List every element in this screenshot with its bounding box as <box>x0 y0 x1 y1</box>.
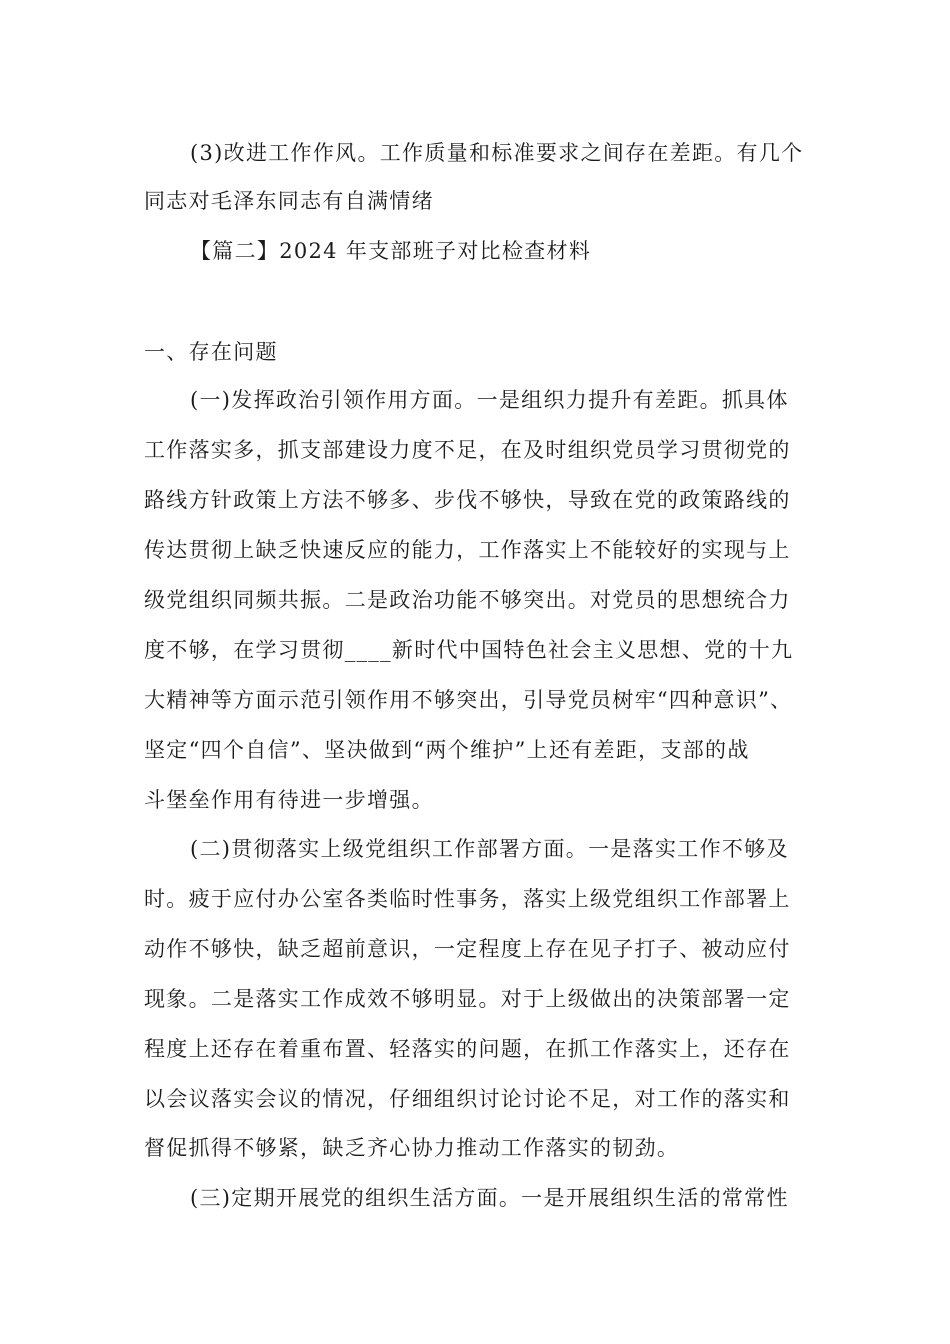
paragraph-line: 督促抓得不够紧，缺乏齐心协力推动工作落实的韧劲。 <box>144 1136 680 1160</box>
paragraph-line: (3)改进工作作风。工作质量和标准要求之间存在差距。有几个 <box>190 141 804 165</box>
paragraph-line: (三)定期开展党的组织生活方面。一是开展组织生活的常常性 <box>190 1186 789 1210</box>
paragraph-line: 度不够，在学习贯彻____新时代中国特色社会主义思想、党的十九 <box>144 638 794 662</box>
paragraph-line: 大精神等方面示范引领作用不够突出，引导党员树牢“四种意识”、 <box>144 688 793 712</box>
paragraph-line: 时。疲于应付办公室各类临时性事务，落实上级党组织工作部署上 <box>144 887 791 911</box>
section-title: 一、存在问题 <box>144 340 278 364</box>
paragraph-line: 同志对毛泽东同志有自满情绪 <box>144 189 434 213</box>
paragraph-line: 工作落实多，抓支部建设力度不足，在及时组织党员学习贯彻党的 <box>144 438 791 462</box>
paragraph-line: 程度上还存在着重布置、轻落实的问题，在抓工作落实上，还存在 <box>144 1037 791 1061</box>
paragraph-line: (一)发挥政治引领作用方面。一是组织力提升有差距。抓具体 <box>190 388 789 412</box>
paragraph-line: 传达贯彻上缺乏快速反应的能力，工作落实上不能较好的实现与上 <box>144 538 791 562</box>
paragraph-line: 斗堡垒作用有待进一步增强。 <box>144 788 434 812</box>
paragraph-line: (二)贯彻落实上级党组织工作部署方面。一是落实工作不够及 <box>190 837 789 861</box>
section-heading: 【篇二】2024 年支部班子对比检查材料 <box>190 239 592 263</box>
paragraph-line: 动作不够快，缺乏超前意识，一定程度上存在见子打子、被动应付 <box>144 937 791 961</box>
paragraph-line: 现象。二是落实工作成效不够明显。对于上级做出的决策部署一定 <box>144 987 791 1011</box>
paragraph-line: 路线方针政策上方法不够多、步伐不够快，导致在党的政策路线的 <box>144 488 791 512</box>
paragraph-line: 以会议落实会议的情况，仔细组织讨论讨论不足，对工作的落实和 <box>144 1087 791 1111</box>
paragraph-line: 级党组织同频共振。二是政治功能不够突出。对党员的思想统合力 <box>144 588 791 612</box>
paragraph-line: 坚定“四个自信”、坚决做到“两个维护”上还有差距，支部的战 <box>144 738 750 762</box>
